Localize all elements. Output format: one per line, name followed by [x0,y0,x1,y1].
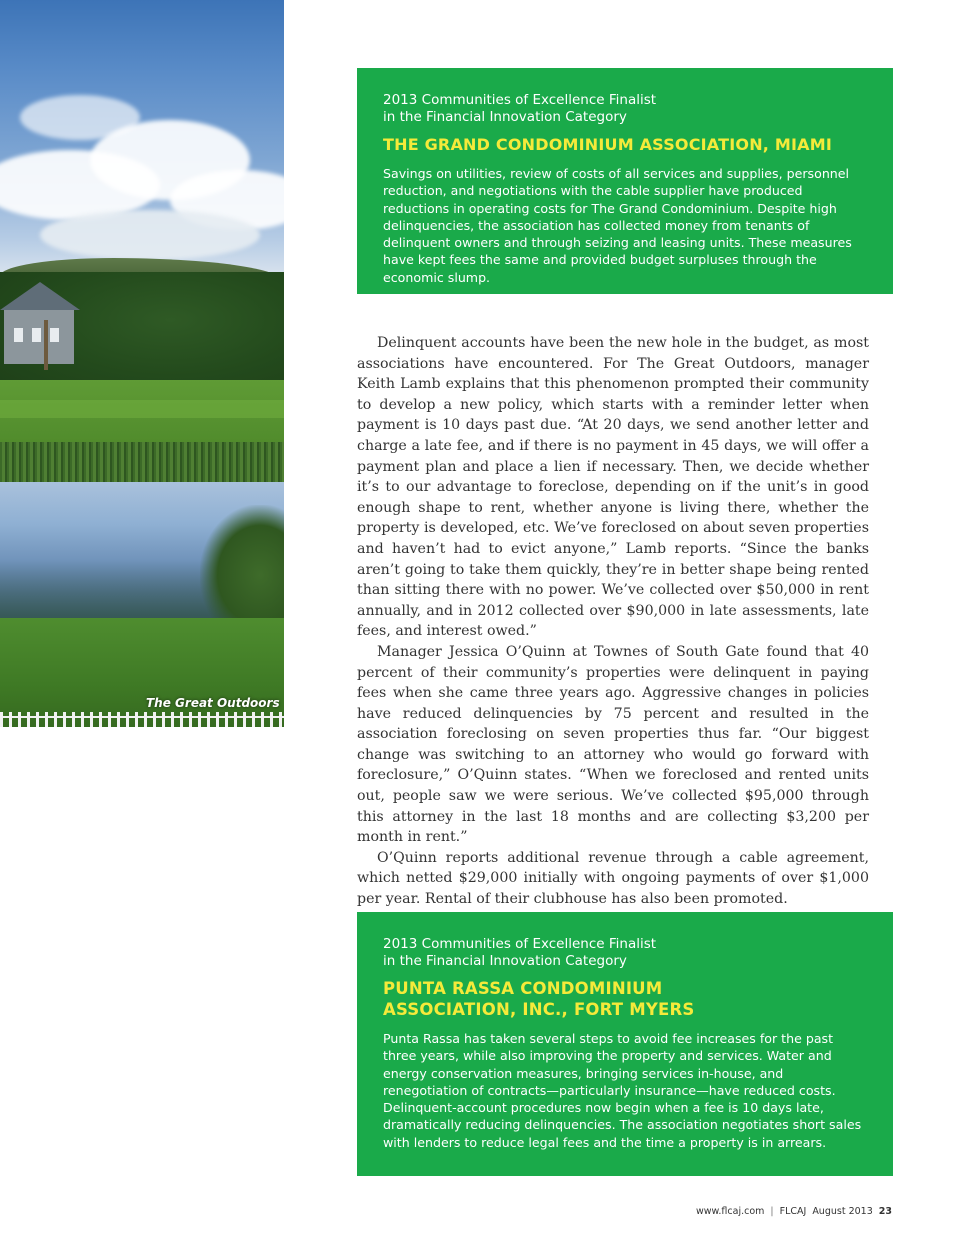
article-paragraph: O’Quinn reports additional revenue through a cable agreement, which netted $29,000 initially with ongoing payments of over $1,000 per year. Rental of their clubhouse has also been promoted. [357,849,869,908]
sidebar-kicker [383,936,869,970]
sidebar-kicker [383,92,869,126]
sidebar-heading [383,978,869,1020]
footer-issue: August 2013 [812,1206,873,1217]
cloud [40,210,260,260]
kicker-line-1: 2013 Communities of Excellence Finalist [383,92,657,108]
sidebar-punta-rassa [357,912,893,1176]
white-fence-rail [0,716,284,718]
sidebar-grand-condominium [357,68,893,294]
article-paragraph: Manager Jessica O’Quinn at Townes of South Gate found that 40 percent of their community’s properties were delinquent in paying fees when she came three years ago. Aggressive changes in policies have reduced delinquencies by 75 percent and resulted in the association foreclosing on seven properties thus far. “Our biggest change was switching to an attorney who would go forward with foreclosure,” O’Quinn states. “When we foreclosed and rented units out, people saw we were serious. We’ve collected $95,000 through this attorney in the last 18 months and are collecting $3,200 per month in rent.” [357,643,869,846]
fairway-stripe [0,400,284,418]
article-paragraph: Delinquent accounts have been the new hole in the budget, as most associations have encountered. For The Great Outdoors, manager Keith Lamb explains that this phenomenon prompted their community to develop a new policy, which starts with a reminder letter when payment is 10 days past due. “At 20 days, we send another letter and charge a late fee, and if there is no payment in 45 days, we will offer a payment plan and place a lien if necessary. Then, we decide whether it’s to our advantage to foreclose, depending on if the unit’s in good enough shape to rent, whether anyone is living there, whether the property is developed, etc. We’ve foreclosed on about seven properties and haven’t had to evict anyone,” Lamb reports. “Since the banks aren’t going to take them quickly, they’re in better shape being rented than sitting there with no power. We’ve collected over $50,000 in rent annually, and in 2012 collected over $90,000 in late assessments, late fees, and interest owed.” [357,335,869,640]
kicker-line-2: in the Financial Innovation Category [383,953,627,969]
reeds [0,442,284,482]
footer-publication: FLCAJ [779,1206,807,1217]
lawn [0,618,284,727]
article-body [357,333,869,910]
sidebar-body: Punta Rassa has taken several steps to avoid fee increases for the past three years, while also improving the property and services. Water and energy conservation measures, bringing services in-house, and renegotiation of contracts—particularly insurance—have reduced costs. Delinquent-account procedures now begin when a fee is 10 days late, dramatically reducing delinquencies. The association negotiates short sales with lenders to reduce legal fees and the time a property is in arrears. [383,1031,862,1150]
sidebar-heading: THE GRAND CONDOMINIUM ASSOCIATION, MIAMI [383,135,832,154]
photo-caption: The Great Outdoors [146,696,280,710]
page-footer [696,1206,892,1217]
sidebar-body: Savings on utilities, review of costs of all services and supplies, personnel reduction, and negotiations with the cable supplier have produced reductions in operating costs for The Grand Condominium. Despite high delinquencies, the association has collected money from tenants of delinquent owners and through seizing and leasing units. These measures have kept fees the same and provided budget surpluses through the economic slump. [383,166,852,285]
heading-line-1: PUNTA RASSA CONDOMINIUM [383,979,663,998]
clubhouse [0,282,78,364]
footer-website: www.flcaj.com [695,1206,765,1217]
footer-separator: | [770,1206,774,1217]
white-fence [0,712,284,727]
kicker-line-2: in the Financial Innovation Category [383,109,627,125]
cloud [20,95,140,140]
heading-line-2: ASSOCIATION, INC., FORT MYERS [383,1000,695,1019]
kicker-line-1: 2013 Communities of Excellence Finalist [383,936,657,952]
palm-trunk [44,320,48,370]
photo-great-outdoors [0,0,284,727]
page-number: 23 [878,1206,892,1217]
